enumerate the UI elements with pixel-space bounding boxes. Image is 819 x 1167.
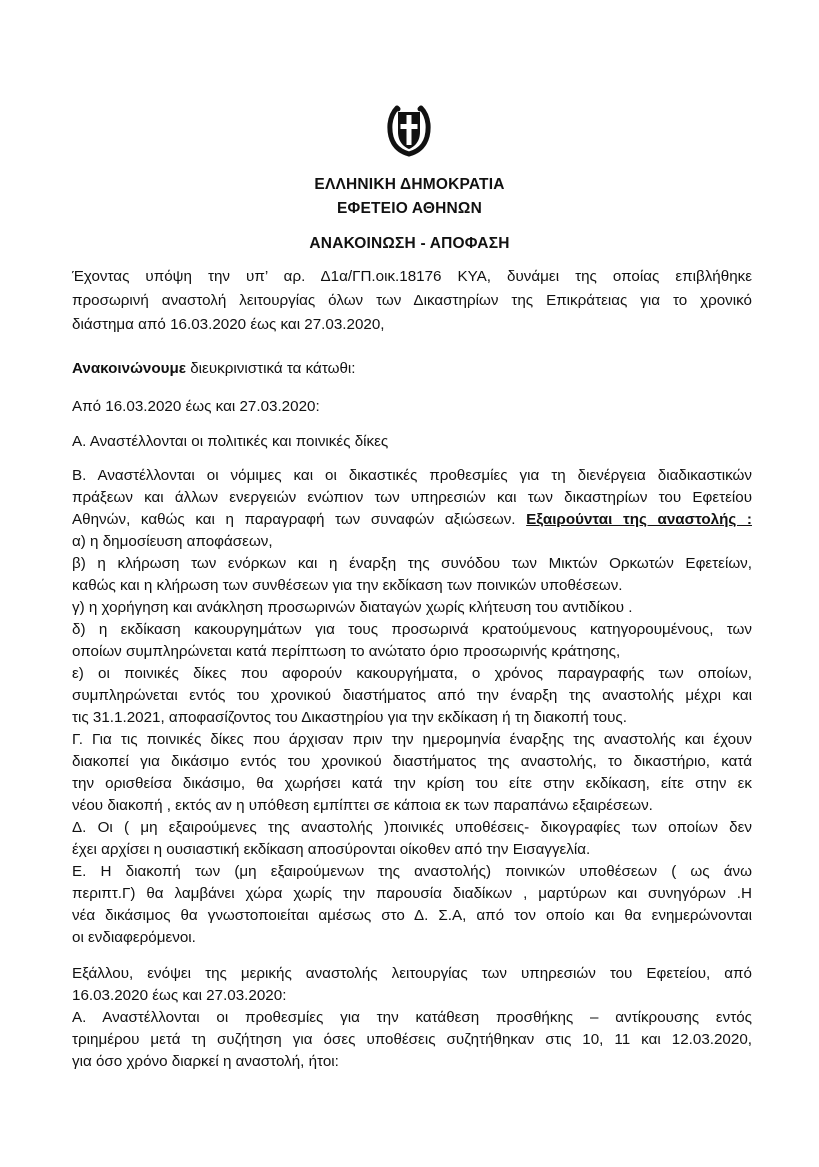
item-g-line-1: Γ. Για τις ποινικές δίκες που άρχισαν πριν την ημερομηνία έναρξης της αναστολής και έχουν <box>72 731 752 748</box>
sub-item-e-line-1: ε) οι ποινικές δίκες που αφορούν κακουργήματα, ο χρόνος παραγραφής των οποίων, <box>72 665 752 682</box>
item-e-line-1: Ε. Η διακοπή των (μη εξαιρούμενων της αναστολής) ποινικών υποθέσεων ( ως άνω <box>72 863 752 880</box>
greek-coat-of-arms-emblem <box>386 104 432 158</box>
sub-item-a: α) η δημοσίευση αποφάσεων, <box>72 533 273 550</box>
item-b-line-1: Β. Αναστέλλονται οι νόμιμες και οι δικαστικές προθεσμίες για τη διενέργεια διαδικαστικών <box>72 467 752 484</box>
item-e-line-3: νέα δικάσιμος θα γνωστοποιείται αμέσως στο Δ. Σ.Α, από τον οποίο και θα ενημερώνονται <box>72 907 752 924</box>
intro-line-1: Έχοντας υπόψη την υπ’ αρ. Δ1α/ΓΠ.οικ.18176 ΚΥΑ, δυνάμει της οποίας επιβλήθηκε <box>72 268 752 285</box>
intro-line-2: προσωρινή αναστολή λειτουργίας όλων των Δικαστηρίων της Επικράτειας για το χρονικό <box>72 292 752 309</box>
sub-item-c: γ) η χορήγηση και ανάκληση προσωρινών διαταγών χωρίς κλήτευση του αντιδίκου . <box>72 599 633 616</box>
sub-item-e-line-2: συμπληρώνεται εντός του χρονικού διαστήματος από την έναρξη της αναστολής μέχρι και <box>72 687 752 704</box>
sub-item-e-line-3: τις 31.1.2021, αποφασίζοντος του Δικαστηρίου για την εκδίκαση ή τη διακοπή τους. <box>72 709 627 726</box>
period-line: Από 16.03.2020 έως και 27.03.2020: <box>72 398 320 415</box>
partial-a-line-2: τριημέρου μετά τη συζήτηση για όσες υποθέσεις συζητήθηκαν στις 10, 11 και 12.03.2020, <box>72 1031 752 1048</box>
document-title: ΑΝΑΚΟΙΝΩΣΗ - ΑΠΟΦΑΣΗ <box>309 235 510 252</box>
item-g-line-2: διακοπεί για δικάσιμο εντός του χρονικού διαστήματος της αναστολής, το δικαστήριο, κατά <box>72 753 752 770</box>
item-b-line-3-text: Αθηνών, καθώς και η παραγραφή των συναφών αξιώσεων. <box>72 511 516 528</box>
announce-rest: διευκρινιστικά τα κάτωθι: <box>186 360 356 377</box>
partial-line-2: 16.03.2020 έως και 27.03.2020: <box>72 987 287 1004</box>
announce-bold: Ανακοινώνουμε <box>72 360 186 377</box>
item-a: Α. Αναστέλλονται οι πολιτικές και ποινικές δίκες <box>72 433 389 450</box>
item-e-line-4: οι ενδιαφερόμενοι. <box>72 929 196 946</box>
partial-a-line-1: Α. Αναστέλλονται οι προθεσμίες για την κατάθεση προσθήκης – αντίκρουσης εντός <box>72 1009 752 1026</box>
item-b-line-2: πράξεων και άλλων ενεργειών ενώπιον των υπηρεσιών και των δικαστηρίων του Εφετείου <box>72 489 752 506</box>
header-republic: ΕΛΛΗΝΙΚΗ ΔΗΜΟΚΡΑΤΙΑ <box>314 176 505 193</box>
item-e-line-2: περιπτ.Γ) θα λαμβάνει χώρα χωρίς την παρουσία διαδίκων , μαρτύρων και συνηγόρων .Η <box>72 885 752 902</box>
announce-line <box>72 358 752 380</box>
header-court: ΕΦΕΤΕΙΟ ΑΘΗΝΩΝ <box>337 200 482 217</box>
sub-item-d-line-2: οποίων συμπληρώνεται κατά περίπτωση το ανώτατο όριο προσωρινής κράτησης, <box>72 643 621 660</box>
sub-item-b-line-2: καθώς και η κλήρωση των συνθέσεων για την εκδίκαση των ποινικών υποθέσεων. <box>72 577 623 594</box>
sub-item-d-line-1: δ) η εκδίκαση κακουργημάτων για τους προσωρινά κρατούμενους κατηγορουμένους, των <box>72 621 752 638</box>
item-g-line-3: την ορισθείσα δικάσιμο, θα χωρήσει κατά την κρίση του είτε στην εκδίκαση, είτε στην εκ <box>72 775 752 792</box>
item-g-line-4: νέου διακοπή , εκτός αν η υπόθεση εμπίπτει σε κάποια εκ των παραπάνω εξαιρέσεων. <box>72 797 653 814</box>
item-d-line-1: Δ. Οι ( μη εξαιρούμενες της αναστολής )ποινικές υποθέσεις- δικογραφίες των οποίων δεν <box>72 819 752 836</box>
intro-line-3: διάστημα από 16.03.2020 έως και 27.03.2020, <box>72 316 385 333</box>
partial-line-1: Εξάλλου, ενόψει της μερικής αναστολής λειτουργίας των υπηρεσιών του Εφετείου, από <box>72 965 752 982</box>
sub-item-b-line-1: β) η κλήρωση των ενόρκων και η έναρξη της συνόδου των Μικτών Ορκωτών Εφετείων, <box>72 555 752 572</box>
item-b-line-3 <box>72 509 752 531</box>
partial-a-line-3: για όσο χρόνο διαρκεί η αναστολή, ήτοι: <box>72 1053 339 1070</box>
item-d-line-2: έχει αρχίσει η ουσιαστική εκδίκαση αποσύρονται οίκοθεν από την Εισαγγελία. <box>72 841 591 858</box>
exceptions-heading: Εξαιρούνται της αναστολής : <box>526 511 752 528</box>
